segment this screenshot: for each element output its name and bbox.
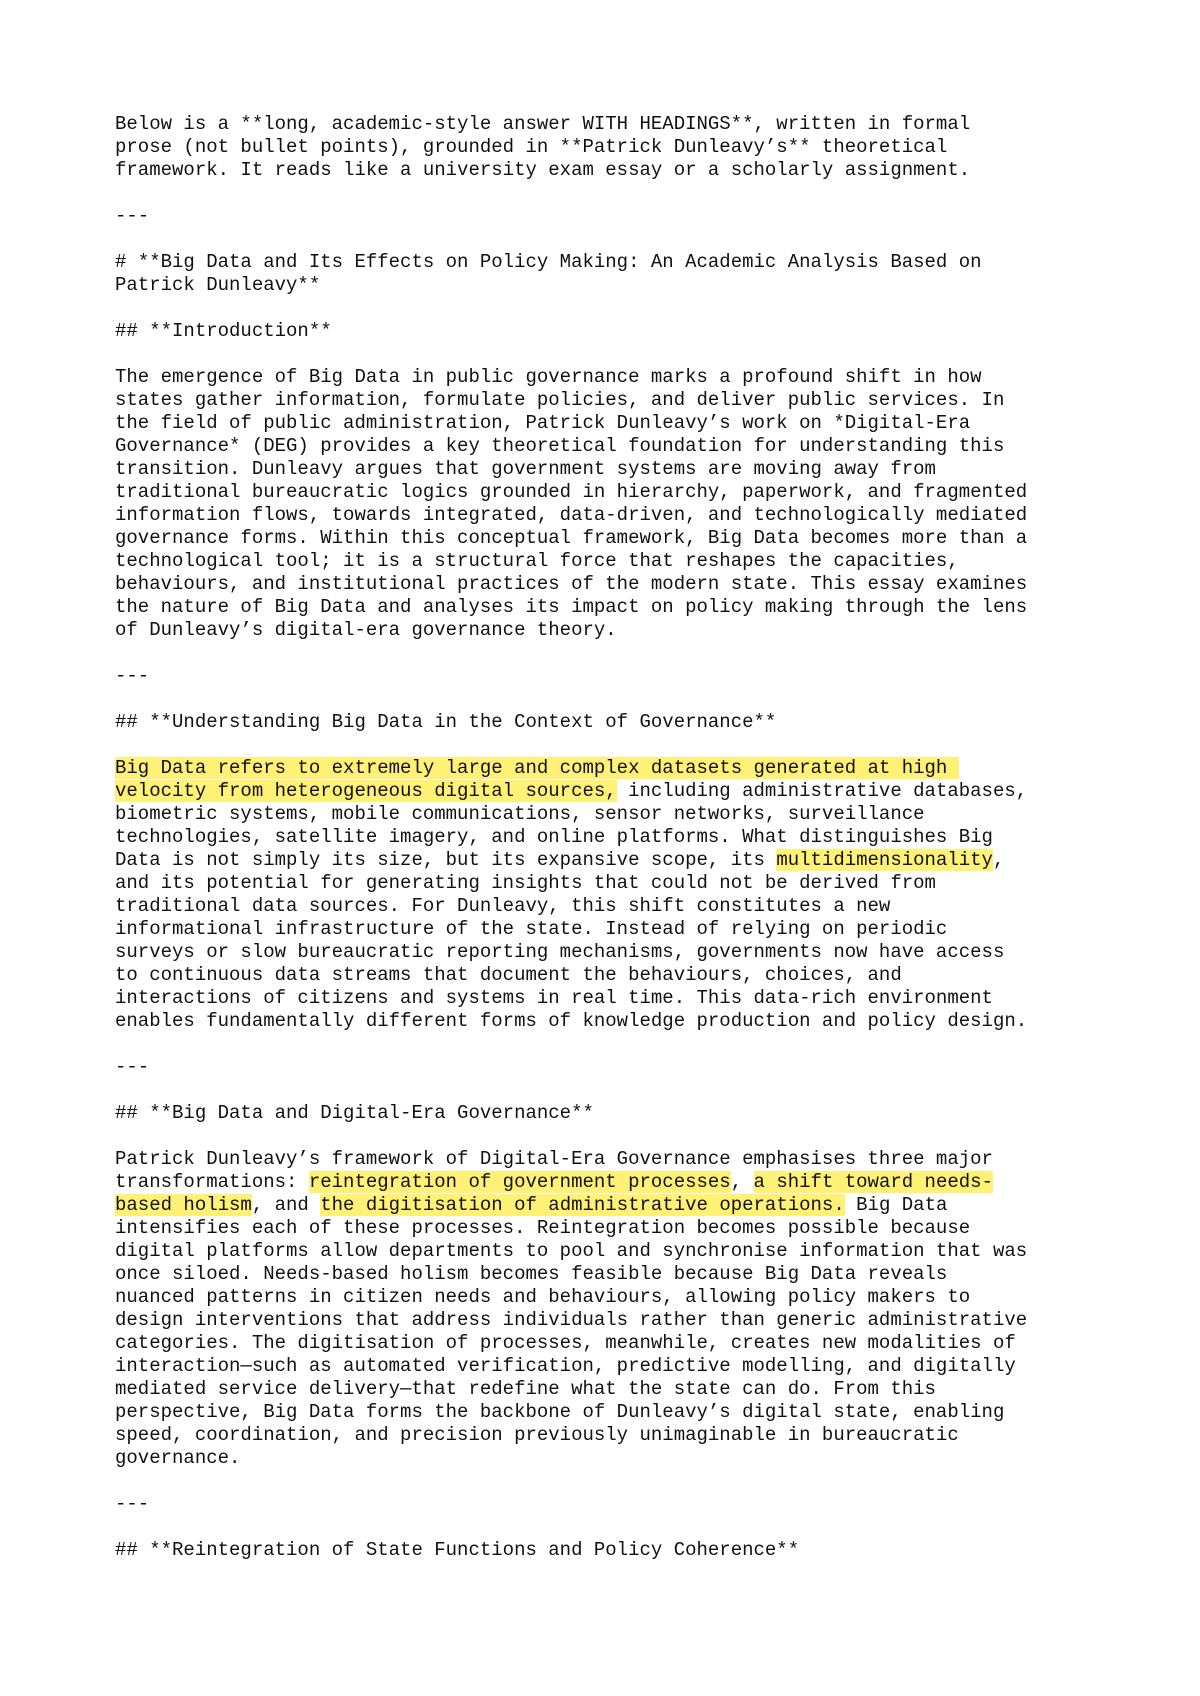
paragraph-gap [115, 688, 1115, 711]
paragraph-gap [115, 1125, 1115, 1148]
text-line [115, 1378, 1115, 1401]
text-segment: biometric systems, mobile communications, sensor networks, surveillance [115, 803, 925, 825]
highlighted-text: the digitisation of administrative operations. [320, 1194, 845, 1216]
text-line [115, 274, 1115, 297]
text-line [115, 389, 1115, 412]
highlighted-text: multidimensionality [776, 849, 993, 871]
text-line [115, 136, 1115, 159]
text-segment: transition. Dunleavy argues that government systems are moving away from [115, 458, 936, 480]
text-line [115, 1447, 1115, 1470]
text-line [115, 1539, 1115, 1562]
text-segment: technologies, satellite imagery, and online platforms. What distinguishes Big [115, 826, 993, 848]
text-segment: --- [115, 1493, 150, 1515]
document-page [115, 113, 1115, 1562]
intro-paragraph [115, 113, 1115, 182]
understanding-paragraph [115, 757, 1115, 1033]
deg-paragraph [115, 1148, 1115, 1470]
text-segment: governance. [115, 1447, 241, 1469]
text-line [115, 757, 1115, 780]
text-line [115, 205, 1115, 228]
text-line [115, 895, 1115, 918]
text-segment: information flows, towards integrated, data-driven, and technologically mediated [115, 504, 1028, 526]
text-segment: prose (not bullet points), grounded in **Patrick Dunleavy’s** theoretical [115, 136, 948, 158]
text-line [115, 435, 1115, 458]
text-line [115, 1332, 1115, 1355]
text-segment: behaviours, and institutional practices of the modern state. This essay examines [115, 573, 1028, 595]
text-segment: speed, coordination, and precision previously unimaginable in bureaucratic [115, 1424, 959, 1446]
text-segment: design interventions that address individuals rather than generic administrative [115, 1309, 1028, 1331]
text-segment: transformations: [115, 1171, 309, 1193]
section-heading-understanding [115, 711, 1115, 734]
paragraph-gap [115, 1033, 1115, 1056]
paragraph-gap [115, 734, 1115, 757]
text-segment: once siloed. Needs-based holism becomes feasible because Big Data reveals [115, 1263, 948, 1285]
text-segment: Data is not simply its size, but its expansive scope, its [115, 849, 777, 871]
highlighted-text: a shift toward needs- [753, 1171, 993, 1193]
highlighted-text: velocity from heterogeneous digital sources, [115, 780, 617, 802]
text-line [115, 1355, 1115, 1378]
section-heading-deg [115, 1102, 1115, 1125]
separator [115, 205, 1115, 228]
text-line [115, 113, 1115, 136]
text-line [115, 1217, 1115, 1240]
highlighted-text: based holism [115, 1194, 252, 1216]
text-line [115, 1102, 1115, 1125]
text-segment: governance forms. Within this conceptual framework, Big Data becomes more than a [115, 527, 1028, 549]
text-segment: perspective, Big Data forms the backbone of Dunleavy’s digital state, enabling [115, 1401, 1005, 1423]
text-line [115, 596, 1115, 619]
paragraph-gap [115, 297, 1115, 320]
text-segment: the nature of Big Data and analyses its impact on policy making through the lens [115, 596, 1028, 618]
text-line [115, 1493, 1115, 1516]
text-line [115, 1401, 1115, 1424]
text-segment: the field of public administration, Patrick Dunleavy’s work on *Digital-Era [115, 412, 971, 434]
text-line [115, 481, 1115, 504]
text-line [115, 1171, 1115, 1194]
text-line [115, 711, 1115, 734]
text-line [115, 826, 1115, 849]
text-line [115, 872, 1115, 895]
text-line [115, 1263, 1115, 1286]
separator [115, 1493, 1115, 1516]
text-segment: Governance* (DEG) provides a key theoretical foundation for understanding this [115, 435, 1005, 457]
text-line [115, 527, 1115, 550]
text-line [115, 159, 1115, 182]
page-title [115, 251, 1115, 297]
text-line [115, 458, 1115, 481]
text-segment: , [992, 849, 1005, 871]
text-segment: ## **Reintegration of State Functions and Policy Coherence** [115, 1539, 800, 1561]
text-line [115, 573, 1115, 596]
text-line [115, 504, 1115, 527]
text-line [115, 1010, 1115, 1033]
paragraph-gap [115, 1470, 1115, 1493]
text-line [115, 849, 1115, 872]
text-segment: of Dunleavy’s digital-era governance theory. [115, 619, 617, 641]
separator [115, 665, 1115, 688]
text-line [115, 941, 1115, 964]
text-line [115, 918, 1115, 941]
paragraph-gap [115, 228, 1115, 251]
text-segment: traditional bureaucratic logics grounded in hierarchy, paperwork, and fragmented [115, 481, 1028, 503]
text-segment: # **Big Data and Its Effects on Policy Making: An Academic Analysis Based on [115, 251, 982, 273]
text-segment: categories. The digitisation of processes, meanwhile, creates new modalities of [115, 1332, 1016, 1354]
text-segment: --- [115, 665, 150, 687]
text-segment: traditional data sources. For Dunleavy, this shift constitutes a new [115, 895, 891, 917]
text-line [115, 412, 1115, 435]
text-line [115, 780, 1115, 803]
text-segment: enables fundamentally different forms of knowledge production and policy design. [115, 1010, 1028, 1032]
section-heading-reintegration [115, 1539, 1115, 1562]
text-line [115, 550, 1115, 573]
highlighted-text: Big Data refers to extremely large and complex datasets generated at high [115, 757, 959, 779]
text-line [115, 1148, 1115, 1171]
text-segment: ## **Introduction** [115, 320, 332, 342]
text-segment: states gather information, formulate policies, and deliver public services. In [115, 389, 1005, 411]
text-line [115, 1424, 1115, 1447]
text-segment: including administrative databases, [616, 780, 1028, 802]
text-segment: framework. It reads like a university exam essay or a scholarly assignment. [115, 159, 971, 181]
text-segment: digital platforms allow departments to pool and synchronise information that was [115, 1240, 1028, 1262]
paragraph-gap [115, 1516, 1115, 1539]
section-heading-introduction [115, 320, 1115, 343]
introduction-paragraph [115, 366, 1115, 642]
text-line [115, 665, 1115, 688]
text-segment: and its potential for generating insights that could not be derived from [115, 872, 936, 894]
text-segment: The emergence of Big Data in public governance marks a profound shift in how [115, 366, 982, 388]
text-segment: intensifies each of these processes. Reintegration becomes possible because [115, 1217, 971, 1239]
text-segment: informational infrastructure of the state. Instead of relying on periodic [115, 918, 948, 940]
paragraph-gap [115, 642, 1115, 665]
text-line [115, 803, 1115, 826]
text-segment: technological tool; it is a structural force that reshapes the capacities, [115, 550, 959, 572]
text-segment: mediated service delivery—that redefine what the state can do. From this [115, 1378, 936, 1400]
text-segment: nuanced patterns in citizen needs and behaviours, allowing policy makers to [115, 1286, 971, 1308]
text-line [115, 1309, 1115, 1332]
text-line [115, 987, 1115, 1010]
text-segment: --- [115, 1056, 150, 1078]
separator [115, 1056, 1115, 1079]
text-segment: , [730, 1171, 754, 1193]
paragraph-gap [115, 343, 1115, 366]
text-line [115, 320, 1115, 343]
text-line [115, 366, 1115, 389]
text-line [115, 1240, 1115, 1263]
text-segment: Below is a **long, academic-style answer WITH HEADINGS**, written in formal [115, 113, 971, 135]
text-segment: interactions of citizens and systems in real time. This data-rich environment [115, 987, 993, 1009]
paragraph-gap [115, 1079, 1115, 1102]
text-line [115, 619, 1115, 642]
text-segment: --- [115, 205, 150, 227]
text-segment: Patrick Dunleavy’s framework of Digital-Era Governance emphasises three major [115, 1148, 993, 1170]
text-segment: , and [251, 1194, 321, 1216]
text-segment: surveys or slow bureaucratic reporting mechanisms, governments now have access [115, 941, 1005, 963]
text-segment: Patrick Dunleavy** [115, 274, 321, 296]
text-line [115, 1056, 1115, 1079]
text-line [115, 964, 1115, 987]
text-line [115, 1194, 1115, 1217]
text-segment: interaction—such as automated verification, predictive modelling, and digitally [115, 1355, 1016, 1377]
text-segment: Big Data [844, 1194, 948, 1216]
text-line [115, 251, 1115, 274]
text-segment: ## **Big Data and Digital-Era Governance** [115, 1102, 594, 1124]
text-segment: ## **Understanding Big Data in the Context of Governance** [115, 711, 777, 733]
highlighted-text: reintegration of government processes [308, 1171, 731, 1193]
text-line [115, 1286, 1115, 1309]
paragraph-gap [115, 182, 1115, 205]
text-segment: to continuous data streams that document the behaviours, choices, and [115, 964, 902, 986]
